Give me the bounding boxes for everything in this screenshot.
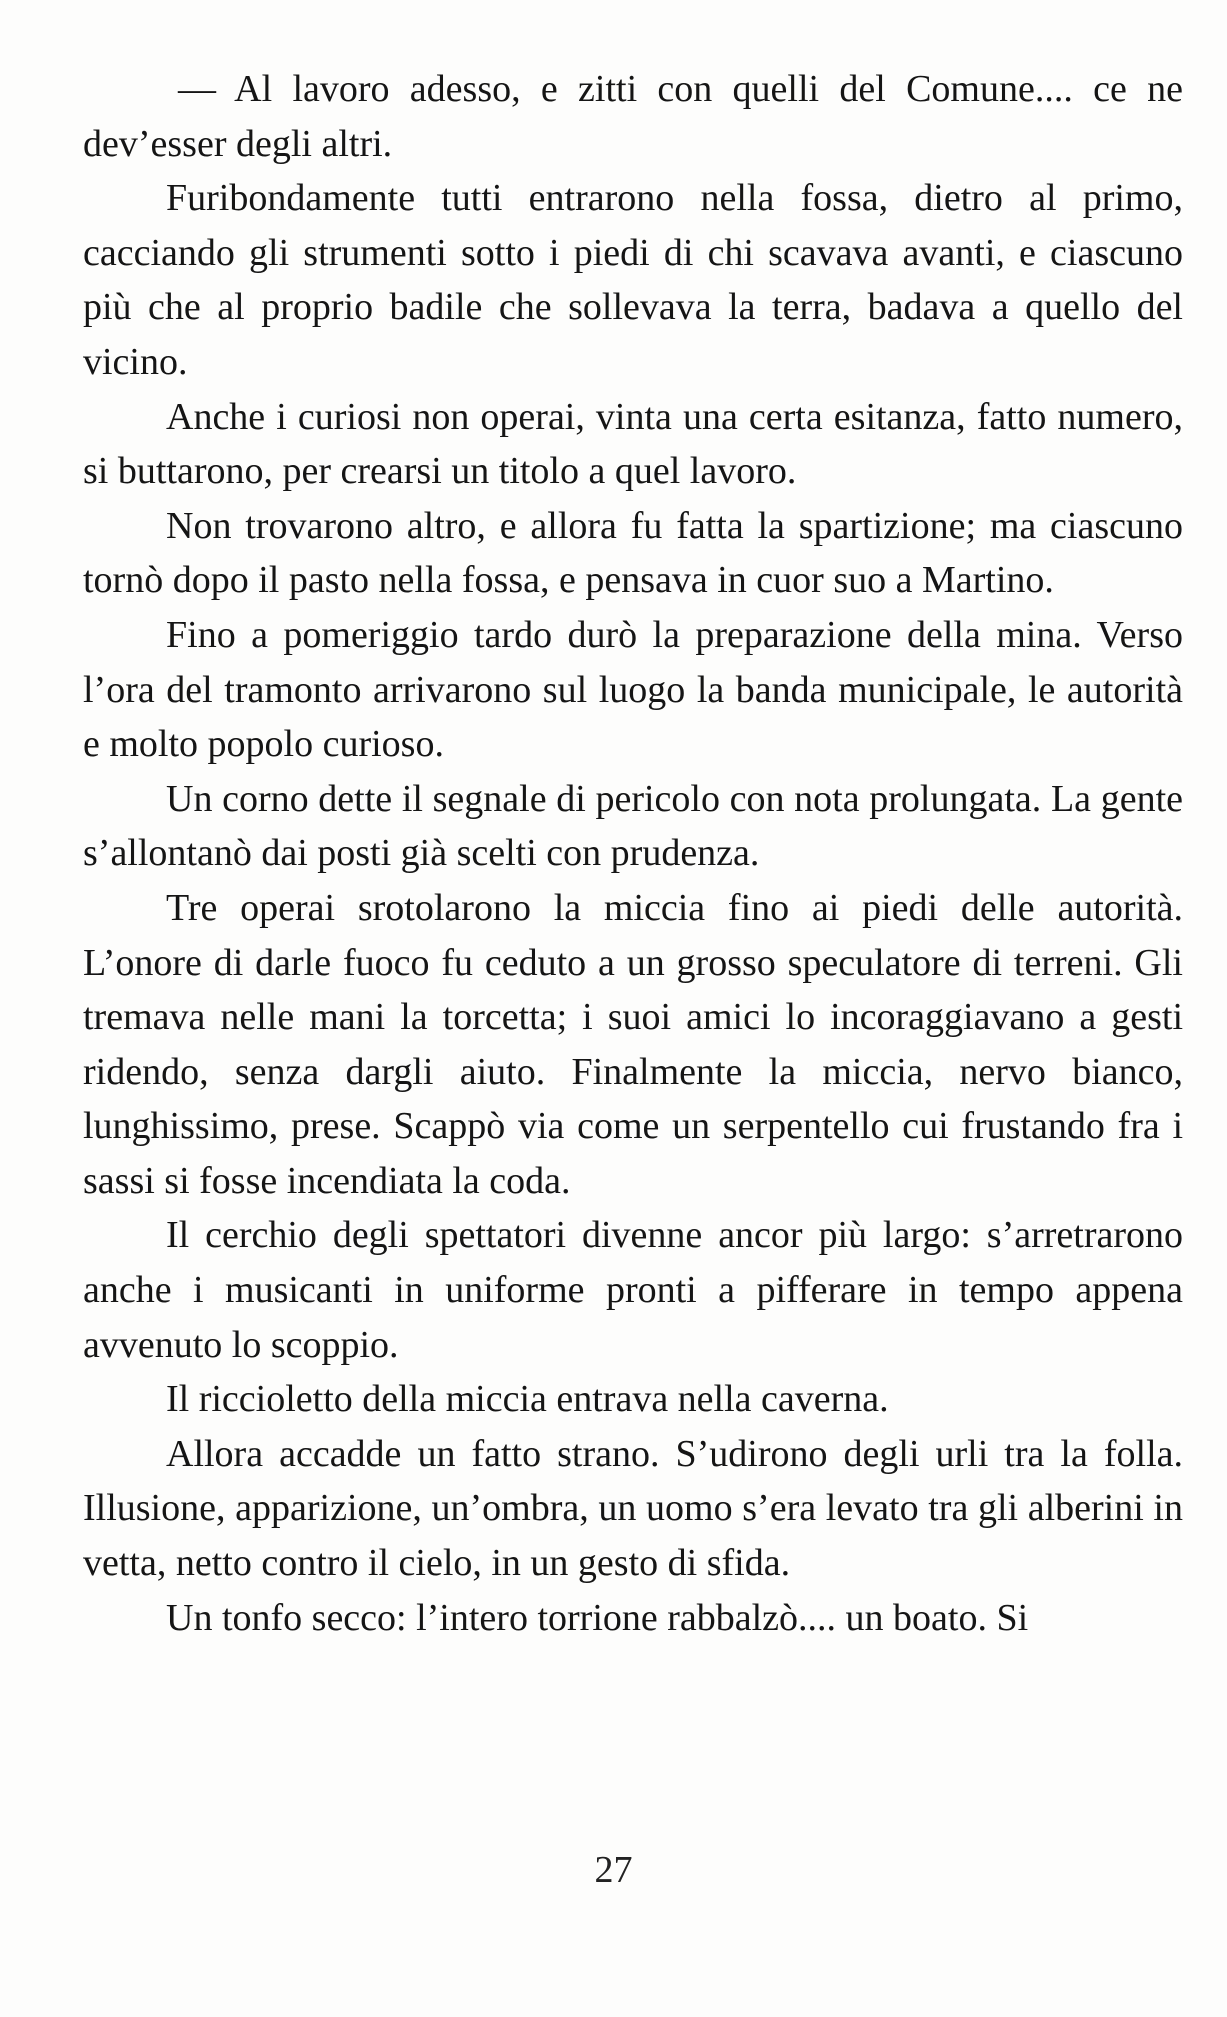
paragraph: Tre operai srotolarono la miccia fino ai piedi delle autorità. L’onore di darle fuoco fu ceduto a un grosso speculatore di terreni. Gli tremava nelle mani la torcetta; i suoi amici lo incoraggiavano a gesti ridendo, senza dargli aiuto. Finalmente la miccia, nervo bianco, lunghissimo, prese. Scappò via come un serpentello cui frustando fra i sassi si fosse incendiata la coda.: [83, 886, 1183, 1202]
page-number: 27: [594, 1849, 633, 1891]
paragraph: Allora accadde un fatto strano. S’udirono degli urli tra la folla. Illusione, apparizione, un’ombra, un uomo s’era levato tra gli alberini in vetta, netto contro il cielo, in un gesto di sfida.: [83, 1432, 1183, 1585]
paragraph: Furibondamente tutti entrarono nella fossa, dietro al primo, cacciando gli strumenti sotto i piedi di chi scavava avanti, e ciascuno più che al proprio badile che sollevava la terra, badava a quello del vicino.: [83, 177, 1183, 383]
paragraph: Fino a pomeriggio tardo durò la preparazione della mina. Verso l’ora del tramonto arrivarono sul luogo la banda municipale, le autorità e molto popolo curioso.: [83, 613, 1183, 766]
paragraph: Non trovarono altro, e allora fu fatta la spartizione; ma ciascuno tornò dopo il pasto nella fossa, e pensava in cuor suo a Martino.: [83, 504, 1183, 602]
paragraph: Il cerchio degli spettatori divenne ancor più largo: s’arretrarono anche i musicanti in uniforme pronti a pifferare in tempo appena avvenuto lo scoppio.: [83, 1214, 1183, 1366]
paragraph: Anche i curiosi non operai, vinta una certa esitanza, fatto numero, si buttarono, per crearsi un titolo a quel lavoro.: [83, 395, 1183, 493]
paragraph: — Al lavoro adesso, e zitti con quelli del Comune.... ce ne dev’esser degli altri.: [83, 68, 1183, 165]
paragraph: Un tonfo secco: l’intero torrione rabbalzò.... un boato. Si: [166, 1596, 1029, 1639]
paragraph: Un corno dette il segnale di pericolo con nota prolungata. La gente s’allontanò dai posti già scelti con prudenza.: [83, 777, 1183, 875]
body-text: [83, 62, 1183, 1645]
paragraph: Il riccioletto della miccia entrava nella caverna.: [166, 1378, 889, 1421]
